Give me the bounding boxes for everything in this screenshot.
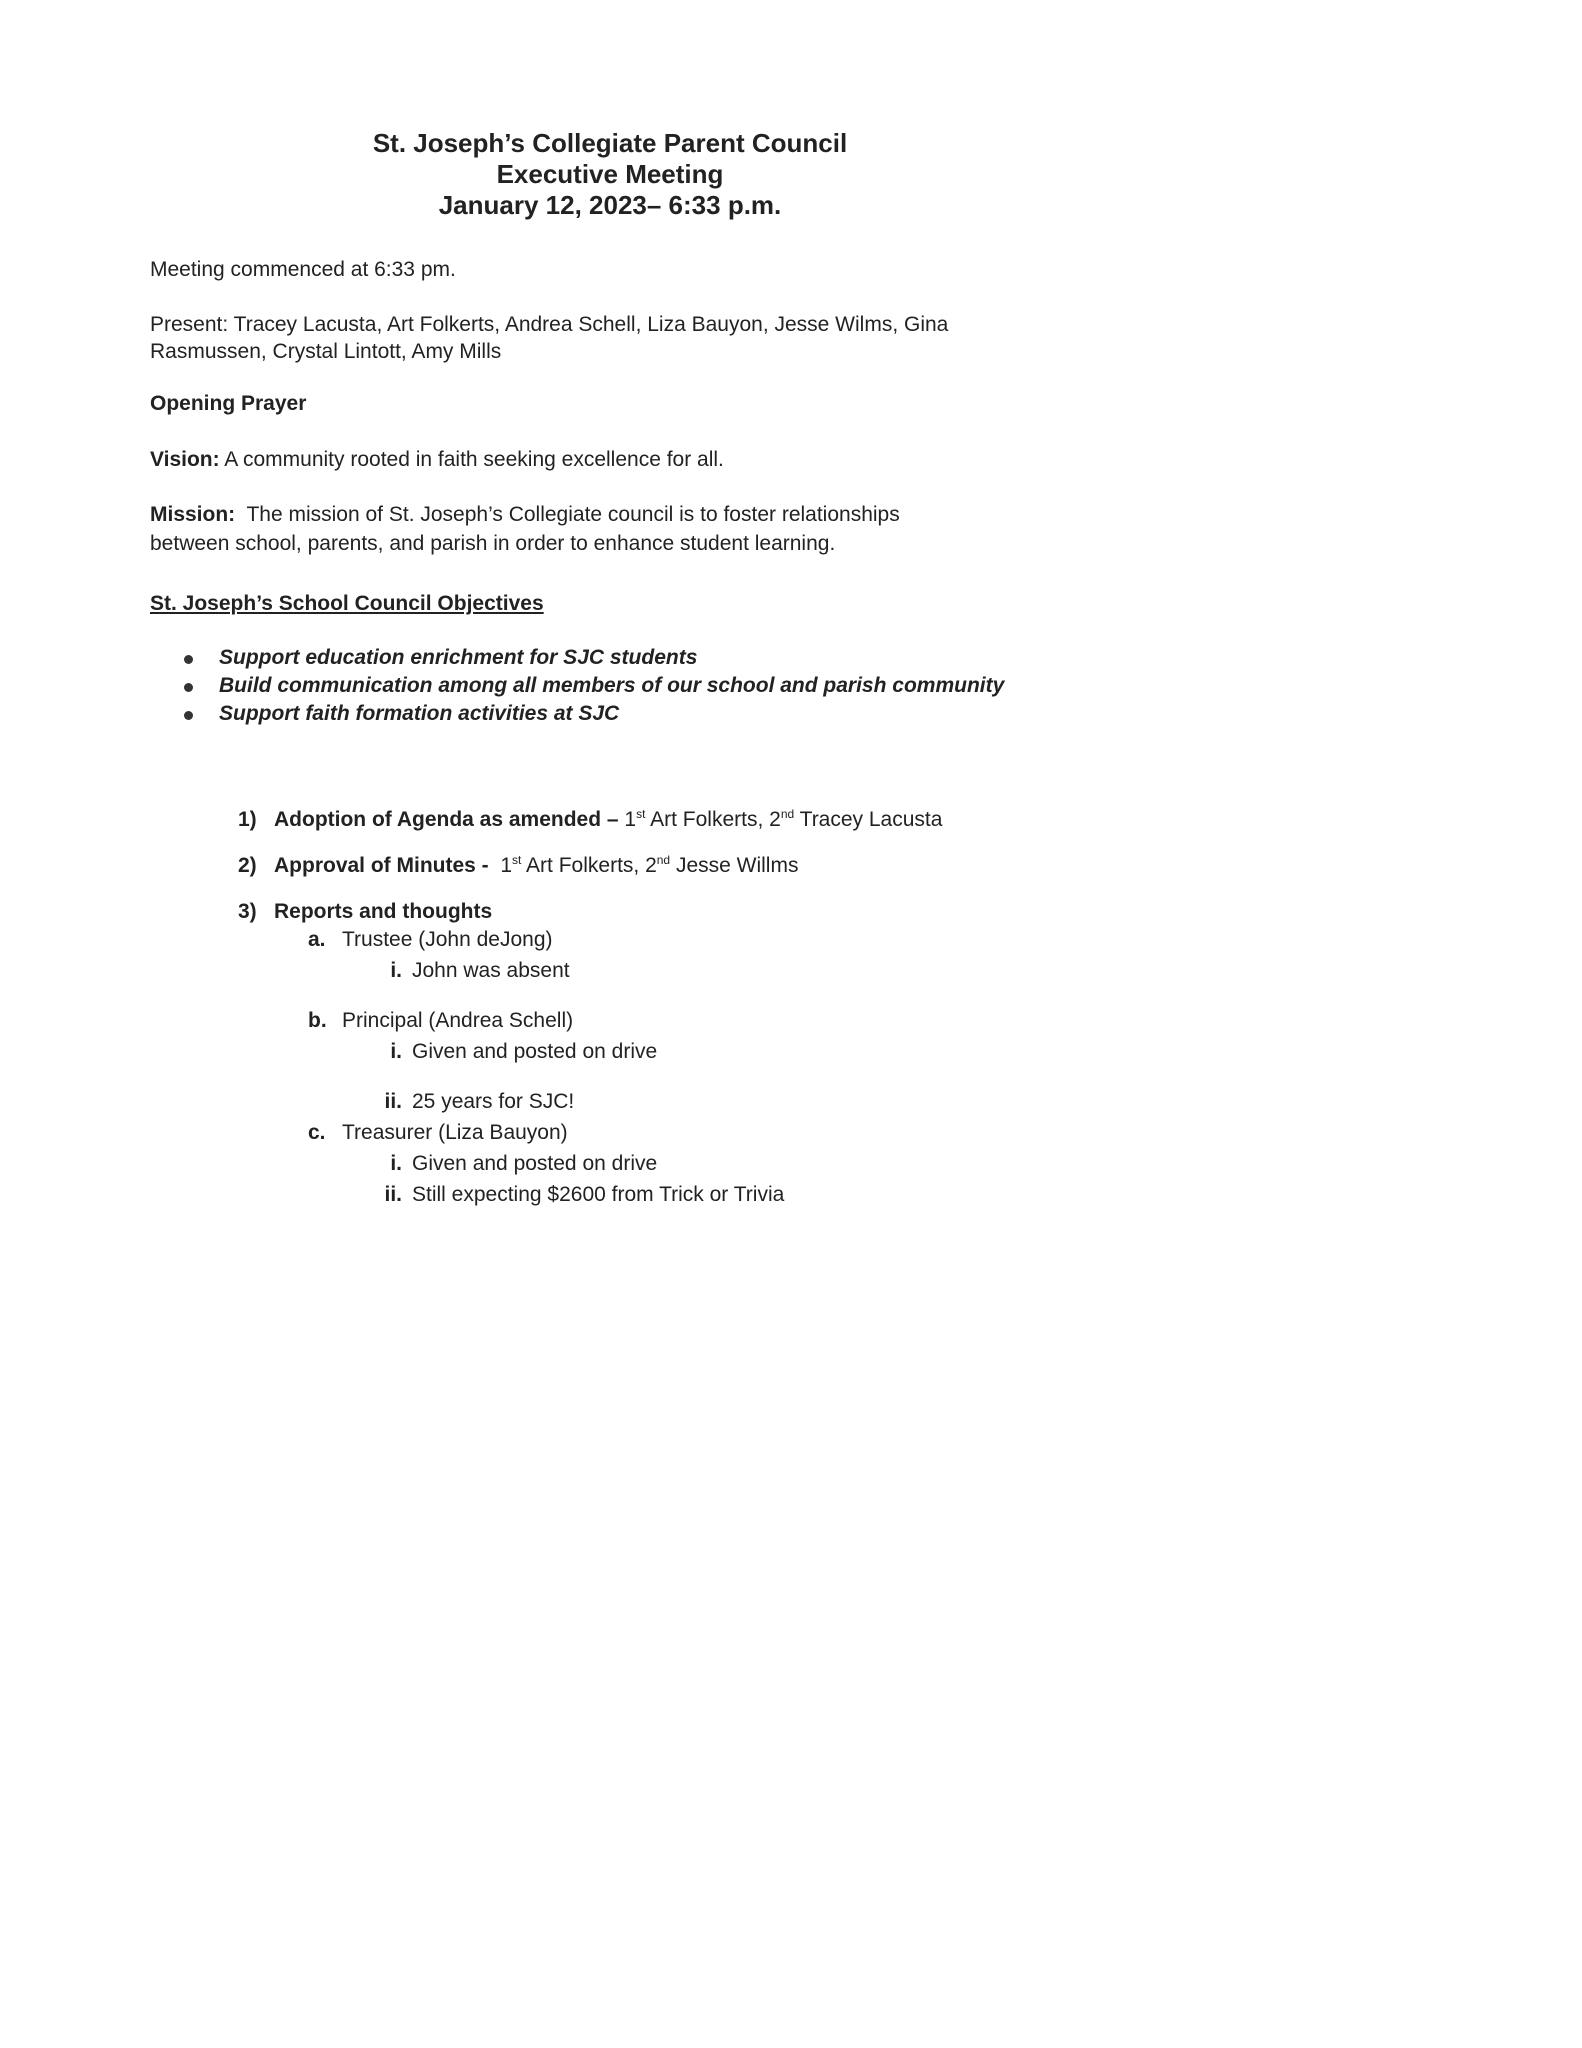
vision-label: Vision: [150, 448, 220, 471]
opening-prayer-heading: Opening Prayer [150, 392, 307, 415]
bullet-icon [184, 711, 193, 720]
report-trustee: a. Trustee (John deJong) [308, 928, 553, 951]
agenda-item-number: 3) [238, 900, 257, 923]
mission-statement [150, 501, 1110, 557]
bullet-icon [184, 655, 193, 664]
meeting-commenced: Meeting commenced at 6:33 pm. [150, 258, 456, 281]
objective-item: Build communication among all members of our school and parish community [175, 673, 1019, 699]
title-meeting: Executive Meeting [496, 159, 724, 189]
agenda-item-title: Approval of Minutes - [274, 854, 489, 877]
bullet-icon [184, 683, 193, 692]
agenda-item-1: 1) Adoption of Agenda as amended – 1st Art Folkerts, 2nd Tracey Lacusta [238, 807, 943, 831]
report-principal: b. Principal (Andrea Schell) [308, 1009, 574, 1032]
title-org: St. Joseph’s Collegiate Parent Council [372, 128, 848, 158]
agenda-item-title: Reports and thoughts [274, 900, 493, 923]
agenda-item-3 [238, 898, 492, 925]
mission-label: Mission: [150, 503, 236, 526]
agenda-item-2: 2) Approval of Minutes - 1st Art Folkerts, 2nd Jesse Willms [238, 853, 799, 877]
agenda-item-title: Adoption of Agenda as amended – [274, 808, 619, 831]
report-subitem: i. Given and posted on drive [390, 1040, 658, 1063]
vision-text: A community rooted in faith seeking excellence for all. [219, 448, 724, 471]
objectives-list [175, 645, 1075, 727]
mission-line2: between school, parents, and parish in order to enhance student learning. [150, 532, 836, 555]
report-subitem: ii. 25 years for SJC! [384, 1090, 575, 1113]
report-label: Treasurer (Liza Bauyon) [342, 1121, 568, 1144]
objective-item: Support education enrichment for SJC students [175, 645, 999, 671]
report-label: Principal (Andrea Schell) [342, 1009, 574, 1032]
mission-line1: The mission of St. Joseph’s Collegiate council is to foster relationships [235, 503, 900, 526]
report-treasurer: c. Treasurer (Liza Bauyon) [308, 1121, 568, 1144]
report-subitem: i. John was absent [390, 959, 570, 982]
attendees-line1: Present: Tracey Lacusta, Art Folkerts, Andrea Schell, Liza Bauyon, Jesse Wilms, Gina [150, 313, 949, 336]
document-title [250, 128, 970, 221]
attendees [150, 311, 1110, 365]
agenda-item-number: 2) [238, 854, 257, 877]
agenda-item-number: 1) [238, 808, 257, 831]
report-label: Trustee (John deJong) [342, 928, 553, 951]
report-subitem: i. Given and posted on drive [390, 1152, 658, 1175]
vision-statement [150, 446, 724, 473]
objective-item: Support faith formation activities at SJC [175, 701, 999, 727]
objectives-heading: St. Joseph’s School Council Objectives [150, 592, 544, 615]
report-subitem: ii. Still expecting $2600 from Trick or Trivia [384, 1183, 785, 1206]
title-date: January 12, 2023– 6:33 p.m. [438, 190, 782, 220]
attendees-line2: Rasmussen, Crystal Lintott, Amy Mills [150, 340, 502, 363]
